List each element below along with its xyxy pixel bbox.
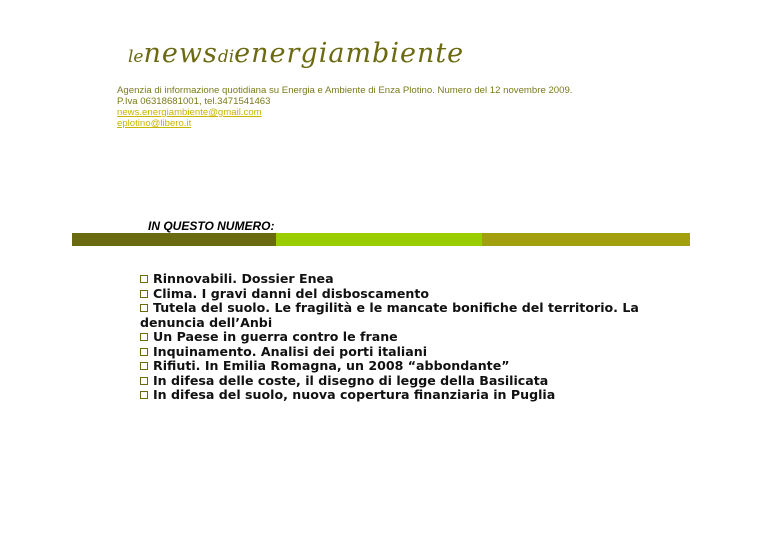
square-bullet-icon — [140, 362, 148, 370]
list-item — [140, 345, 660, 360]
divider-bar-dark — [72, 233, 276, 246]
square-bullet-icon — [140, 275, 148, 283]
list-item-text: Inquinamento. Analisi dei porti italiani — [153, 343, 428, 359]
masthead-di: di — [217, 47, 235, 67]
list-item — [140, 374, 660, 389]
list-item — [140, 272, 660, 287]
masthead-energiambiente: energiambiente — [234, 38, 465, 69]
masthead-logo — [128, 38, 464, 69]
list-item-text: In difesa del suolo, nuova copertura finanziaria in Puglia — [153, 387, 556, 402]
info-line-vat-phone: P.Iva 06318681001, tel.3471541463 — [117, 96, 271, 107]
list-item-text: Rifiuti. In Emilia Romagna, un 2008 “abbondante” — [153, 358, 510, 373]
square-bullet-icon — [140, 290, 148, 298]
list-item — [140, 301, 660, 316]
list-item — [140, 287, 660, 302]
square-bullet-icon — [140, 304, 148, 312]
list-item-text: Un Paese in guerra contro le frane — [153, 329, 398, 344]
square-bullet-icon — [140, 333, 148, 341]
contents-list — [140, 272, 660, 403]
list-item — [140, 330, 660, 345]
masthead-le: le — [128, 47, 144, 67]
square-bullet-icon — [140, 391, 148, 399]
list-item-text: Rinnovabili. Dossier Enea — [153, 271, 334, 286]
list-item-text: In difesa delle coste, il disegno di legge della Basilicata — [153, 372, 549, 388]
list-item — [140, 388, 660, 403]
square-bullet-icon — [140, 348, 148, 356]
square-bullet-icon — [140, 377, 148, 385]
list-item — [140, 359, 660, 374]
list-item-text: Tutela del suolo. Le fragilità e le mancate bonifiche del territorio. La — [153, 300, 639, 315]
masthead-news: news — [143, 38, 218, 69]
list-item-text: Clima. I gravi danni del disboscamento — [153, 285, 430, 301]
publication-info — [117, 85, 572, 129]
email-link-eplotino[interactable]: eplotino@libero.it — [117, 118, 192, 129]
section-title: IN QUESTO NUMERO: — [148, 219, 275, 233]
list-item-continuation — [140, 316, 660, 331]
email-link-news[interactable]: news.energiambiente@gmail.com — [117, 107, 262, 118]
info-line-agency: Agenzia di informazione quotidiana su Energia e Ambiente di Enza Plotino. Numero del 12 novembre 2009. — [117, 85, 573, 96]
divider-bar-olive — [482, 233, 690, 246]
list-item-text: denuncia dell’Anbi — [140, 314, 273, 330]
divider-bar-lime — [276, 233, 482, 246]
